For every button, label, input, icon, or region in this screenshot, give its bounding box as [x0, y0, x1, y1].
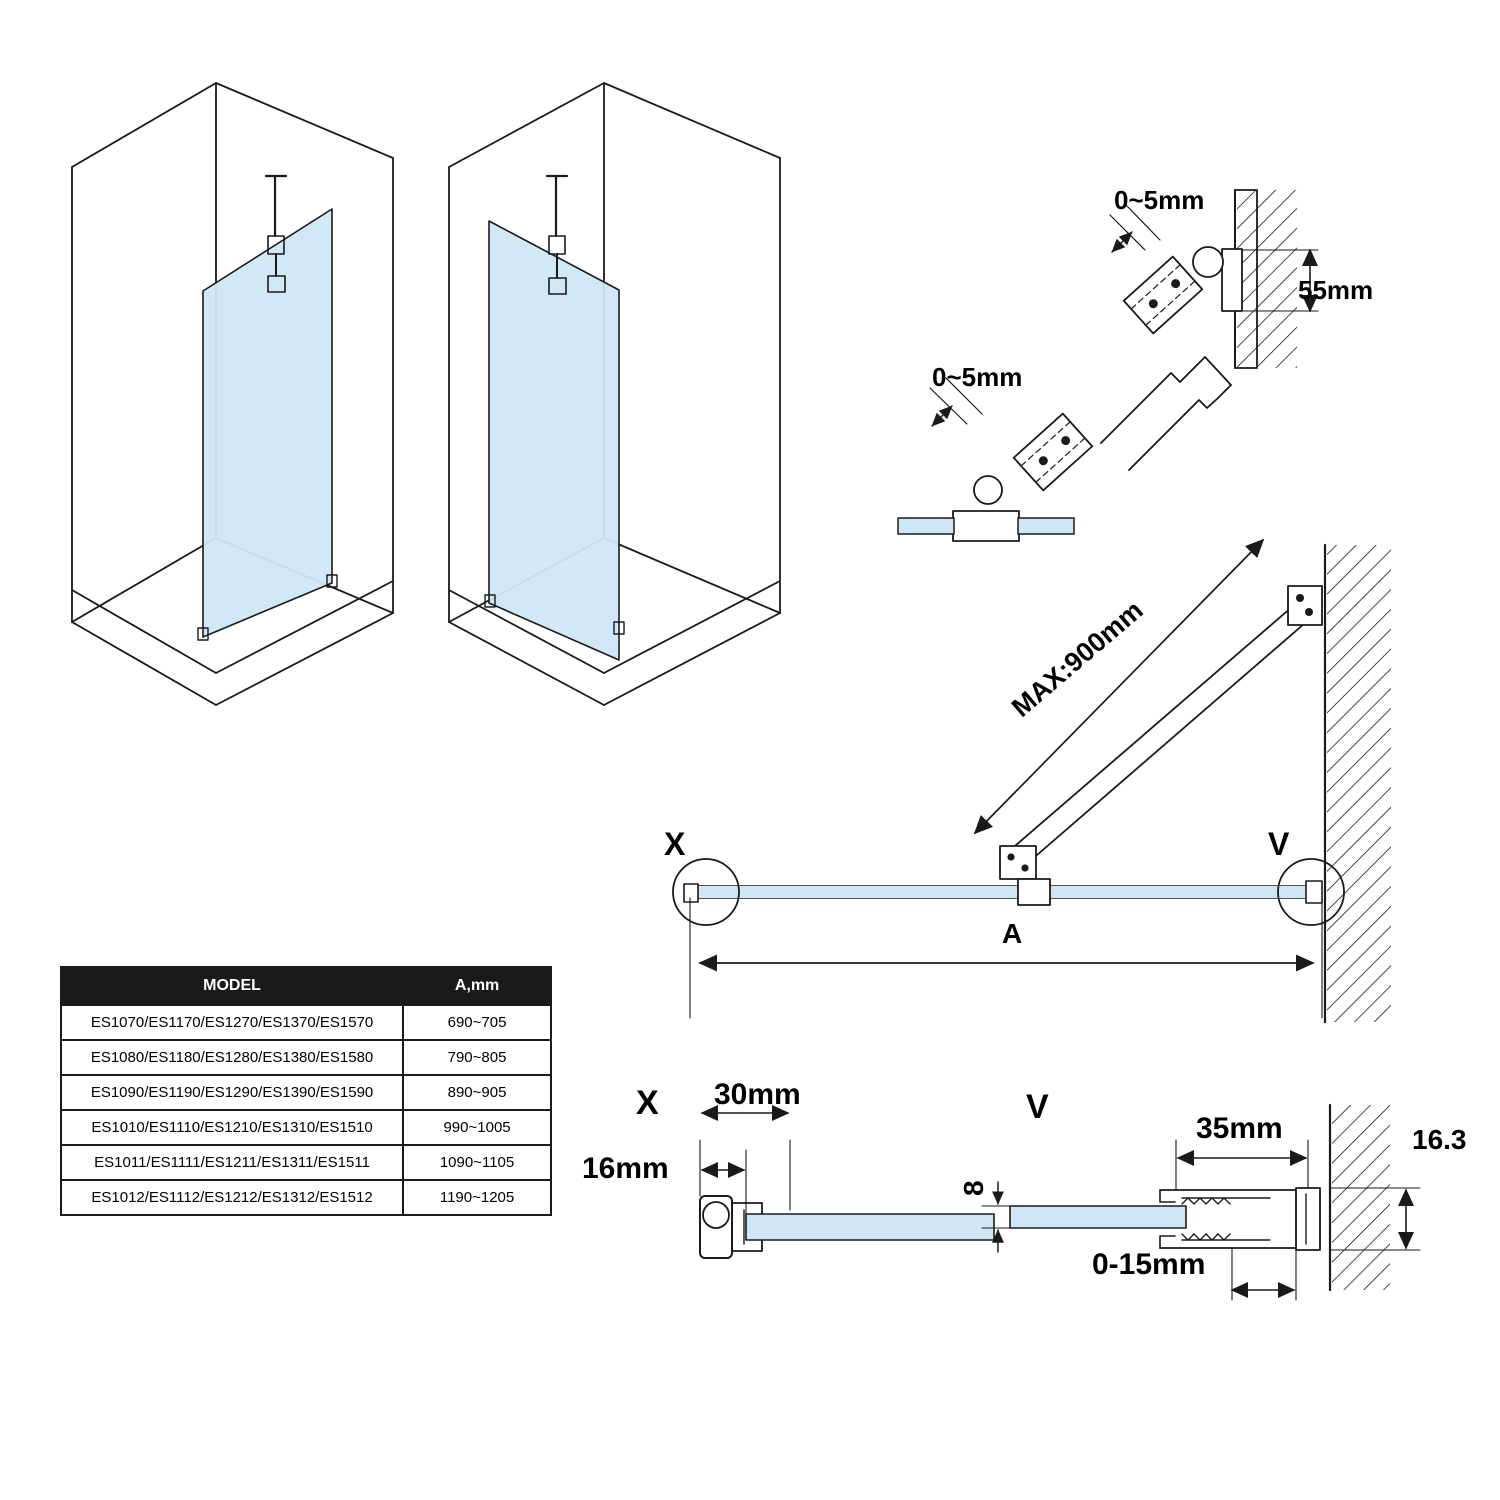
cell-model: ES1012/ES1112/ES1212/ES1312/ES1512: [61, 1180, 403, 1215]
table-row: [61, 1005, 551, 1040]
cell-a: 1190~1205: [403, 1180, 551, 1215]
table-row: [61, 1180, 551, 1215]
model-dimension-table: [60, 966, 552, 1216]
callout-profile-v-adjust: 0-15mm: [1092, 1248, 1206, 1281]
cell-a: 890~905: [403, 1075, 551, 1110]
callout-dimension-a: A: [1002, 918, 1023, 949]
marker-v-plan: V: [1268, 826, 1290, 862]
cell-model: ES1011/ES1111/ES1211/ES1311/ES1511: [61, 1145, 403, 1180]
table-row: [61, 1110, 551, 1145]
cell-model: ES1090/ES1190/ES1290/ES1390/ES1590: [61, 1075, 403, 1110]
callout-bracket-gap-top: 0~5mm: [1114, 185, 1205, 215]
callout-wall-plate-height: 55mm: [1298, 275, 1374, 305]
table-row: [61, 1040, 551, 1075]
cell-a: 690~705: [403, 1005, 551, 1040]
callout-profile-x-glass-offset: 16mm: [582, 1152, 669, 1185]
table-row: [61, 1075, 551, 1110]
shower-enclosure-right-view: [449, 83, 780, 705]
table-header-row: [61, 967, 551, 1005]
callout-max-bar-length: MAX:900mm: [1006, 594, 1149, 723]
table-header-a: A,mm: [403, 967, 551, 1005]
callout-profile-v-height: 16.3: [1412, 1124, 1467, 1155]
marker-v-section: V: [1026, 1088, 1049, 1126]
callout-bracket-gap-bottom: 0~5mm: [932, 362, 1023, 392]
cell-model: ES1070/ES1170/ES1270/ES1370/ES1570: [61, 1005, 403, 1040]
shower-enclosure-left-view: [72, 83, 393, 705]
cell-model: ES1080/ES1180/ES1280/ES1380/ES1580: [61, 1040, 403, 1075]
cell-a: 790~805: [403, 1040, 551, 1075]
cell-a: 1090~1105: [403, 1145, 551, 1180]
section-x-glass-profile: [700, 1113, 994, 1258]
callout-glass-thickness: 8: [958, 1180, 989, 1196]
table-header-model: MODEL: [61, 967, 403, 1005]
callout-profile-v-width: 35mm: [1196, 1112, 1283, 1145]
cell-a: 990~1005: [403, 1110, 551, 1145]
callout-profile-x-width: 30mm: [714, 1078, 801, 1111]
cell-model: ES1010/ES1110/ES1210/ES1310/ES1510: [61, 1110, 403, 1145]
marker-x-section: X: [636, 1084, 659, 1122]
table-row: [61, 1145, 551, 1180]
marker-x-plan: X: [664, 826, 686, 862]
